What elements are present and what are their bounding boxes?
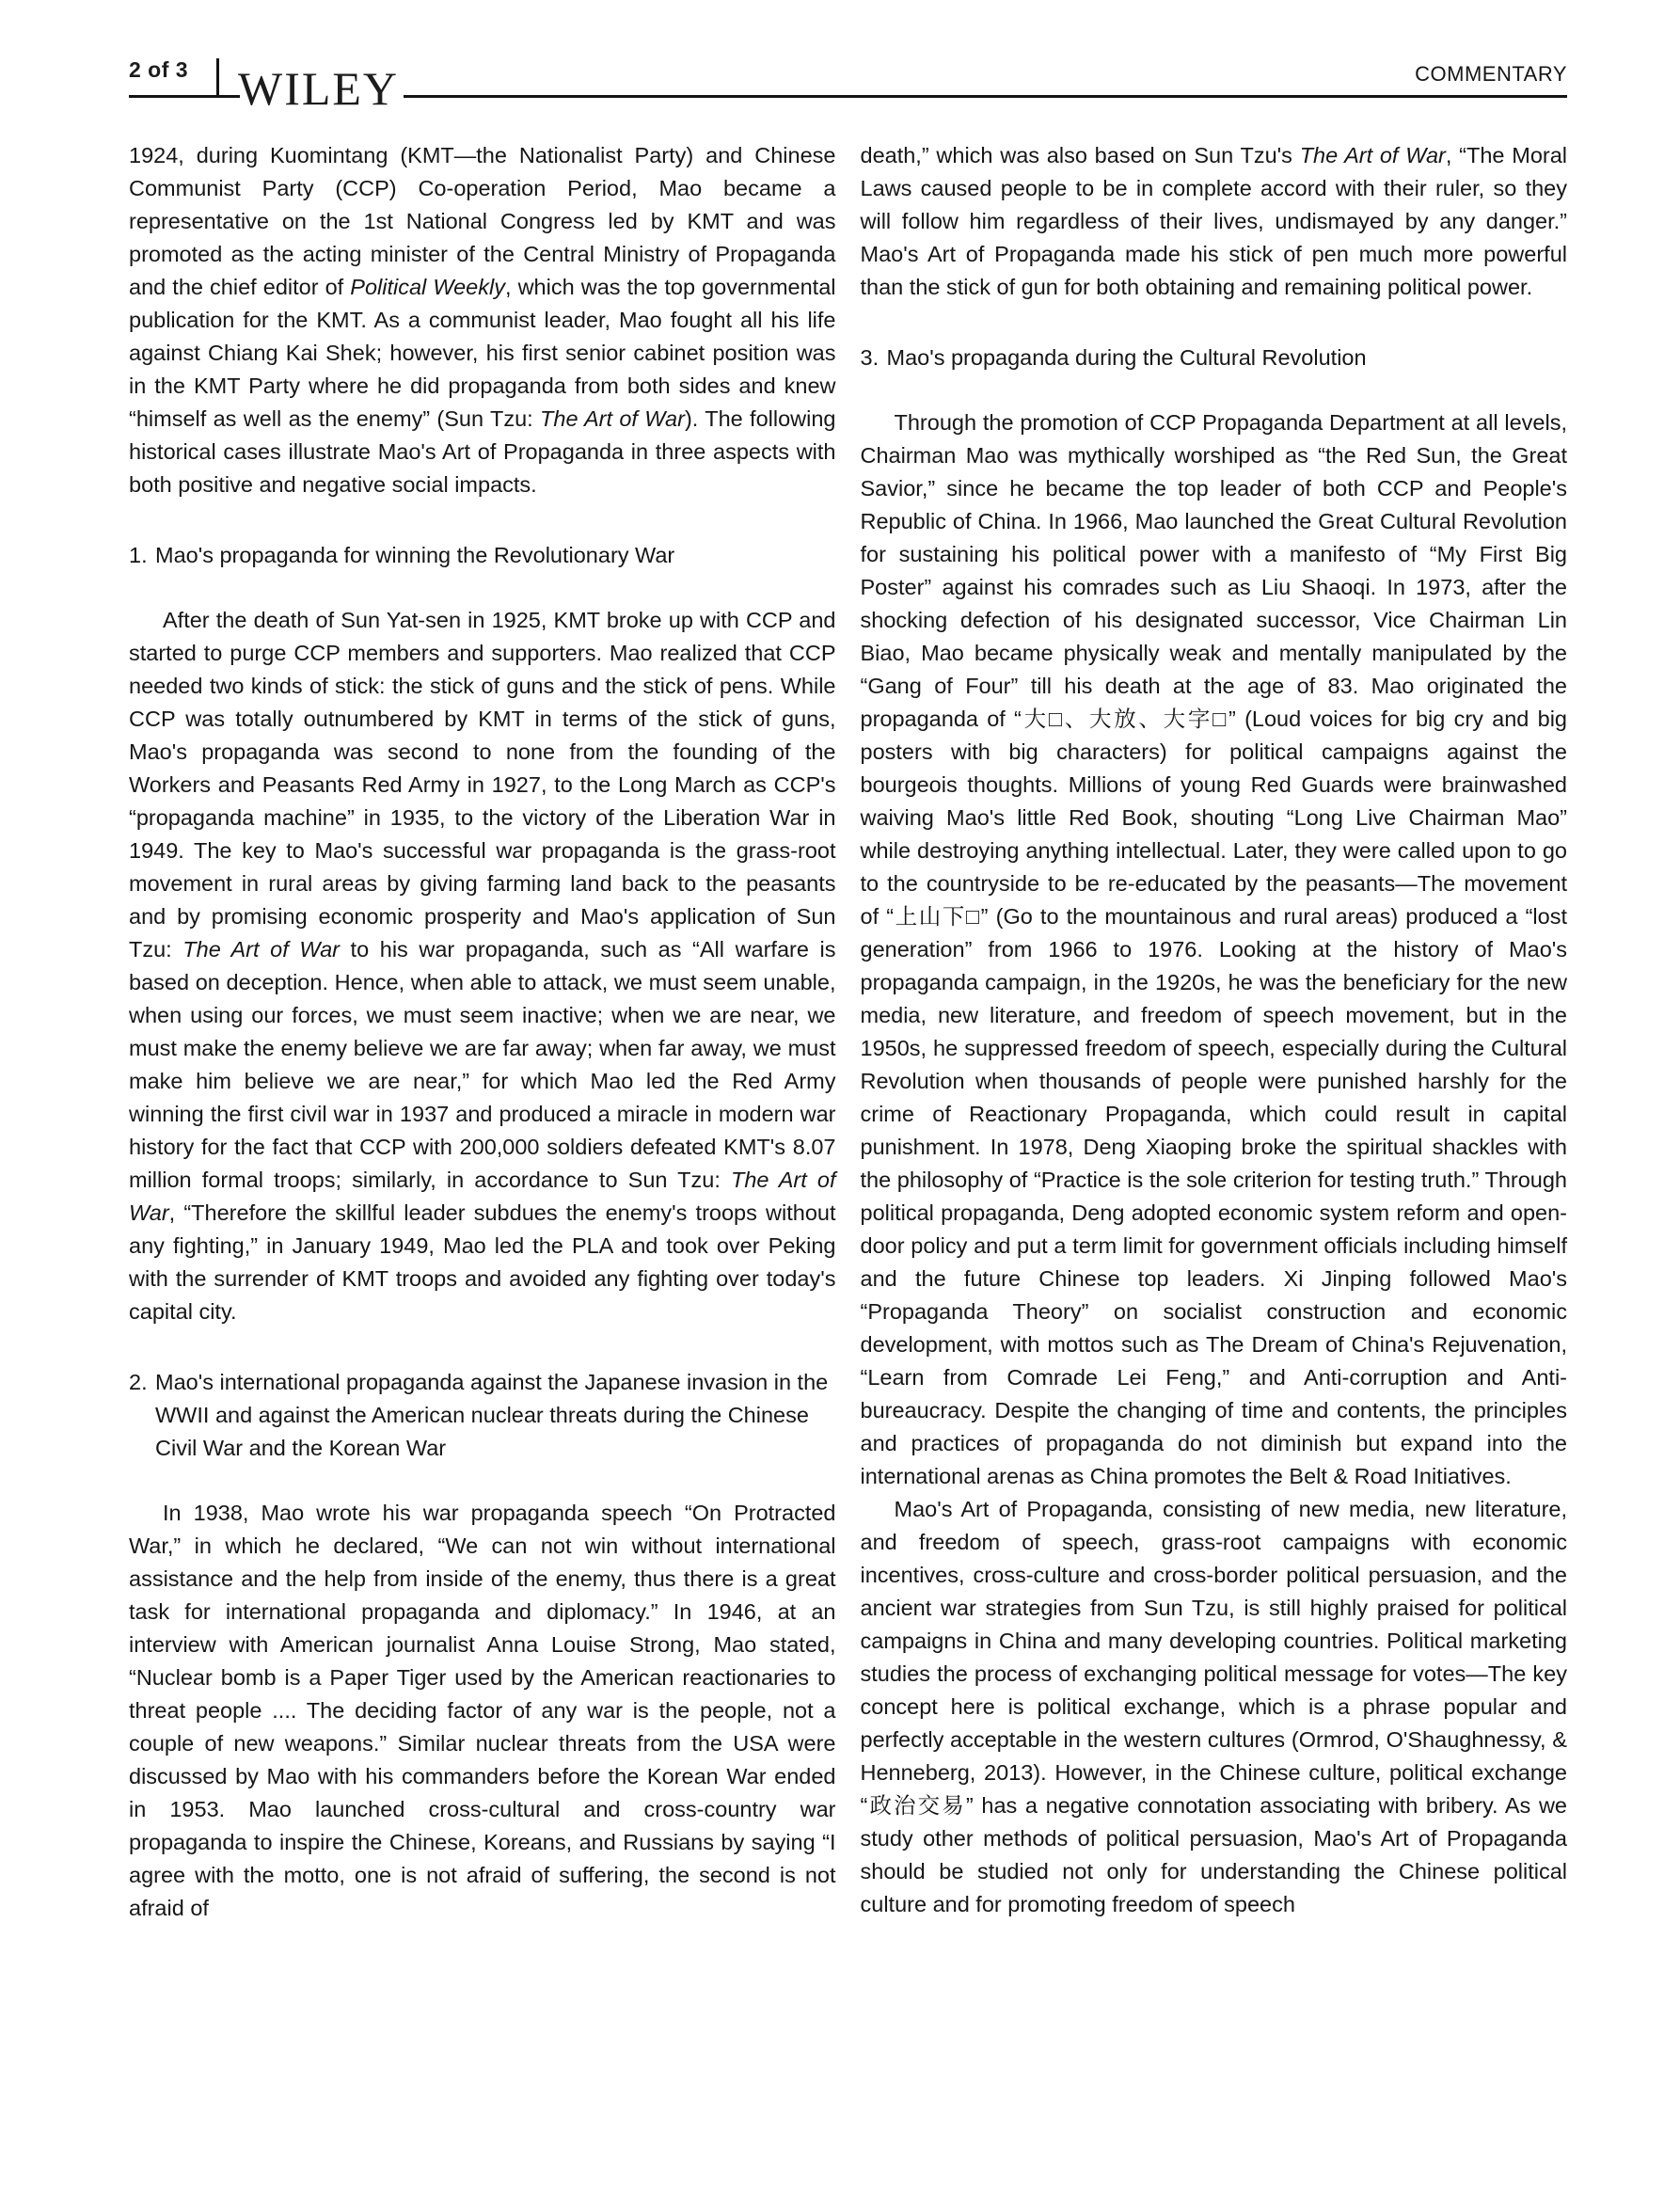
running-head: COMMENTARY xyxy=(1415,62,1567,86)
italic-text: The Art of War xyxy=(182,937,340,961)
text-run: death,” which was also based on Sun Tzu's xyxy=(860,143,1300,167)
header-divider xyxy=(216,58,219,98)
article-body xyxy=(129,139,1567,1925)
paragraph xyxy=(129,139,836,501)
page-number-label: 2 of 3 xyxy=(129,57,189,82)
text-run: In 1938, Mao wrote his war propaganda speech “On Protracted War,” in which he declared, “We can not win without international assistance and the help from inside of the enemy, thus there is a great task for international propaganda and diplomacy.” In 1946, at an interview with American journalist Anna Louise Strong, Mao stated, “Nuclear bomb is a Paper Tiger used by the American reactionaries to threat people .... The deciding factor of any war is the people, not a couple of new weapons.” Similar nuclear threats from the USA were discussed by Mao with his commanders before the Korean War ended in 1953. Mao launched cross-cultural and cross-country war propaganda to inspire the Chinese, Koreans, and Russians by saying “I agree with the motto, one is not afraid of suffering, the second is not afraid of xyxy=(129,1501,836,1920)
italic-text: The Art of War xyxy=(540,406,685,431)
text-run: , “The Moral Laws caused people to be in complete accord with their ruler, so they will follow him regardless of their lives, undismayed by any danger.” Mao's Art of Propaganda made his stick of pen much more powerful than the stick of gun for both obtaining and remaining political power. xyxy=(860,143,1568,299)
section-title: Mao's international propaganda against the Japanese invasion in the WWII and against the American nuclear threats during the Chinese Civil War and the Korean War xyxy=(155,1370,829,1460)
right-column xyxy=(861,139,1568,1925)
text-run: After the death of Sun Yat-sen in 1925, KMT broke up with CCP and started to purge CCP members and supporters. Mao realized that CCP needed two kinds of stick: the stick of guns and the stick of pens. While CCP was totally outnumbered by KMT in terms of the stick of guns, Mao's propaganda was second to none from the founding of the Workers and Peasants Red Army in 1927, to the Long March as CCP's “propaganda machine” in 1935, to the victory of the Liberation War in 1949. The key to Mao's successful war propaganda is the grass-root movement in rural areas by giving farming land back to the peasants and by promising economic prosperity and Mao's application of Sun Tzu: xyxy=(129,608,836,961)
text-run: Mao's Art of Propaganda, consisting of new media, new literature, and freedom of speech, grass-root campaigns with economic incentives, cross-culture and cross-border political persuasion, and the ancient war strategies from Sun Tzu, is still highly praised for political campaigns in China and many developing countries. Political marketing studies the process of exchanging political message for votes—The key concept here is political exchange, which is a phrase popular and perfectly acceptable in the western cultures (Ormrod, O'Shaughnessy, & Henneberg, 2013). However, in the Chinese culture, political exchange “政治交易” has a negative connotation associating with bribery. As we study other methods of political persuasion, Mao's Art of Propaganda should be studied not only for understanding the Chinese political culture and for promoting freedom of speech xyxy=(860,1497,1567,1916)
left-column xyxy=(129,139,836,1925)
section-title: Mao's propaganda for winning the Revolutionary War xyxy=(155,543,675,567)
section-heading xyxy=(129,1366,836,1465)
paragraph xyxy=(861,139,1568,304)
paragraph xyxy=(861,1493,1568,1921)
paragraph xyxy=(129,1497,836,1925)
text-run: Through the promotion of CCP Propaganda Department at all levels, Chairman Mao was mythically worshiped as “the Red Sun, the Great Savior,” since he became the top leader of both CCP and People's Republic of China. In 1966, Mao launched the Great Cultural Revolution for sustaining his political power with a manifesto of “My First Big Poster” against his comrades such as Liu Shaoqi. In 1973, after the shocking defection of his designated successor, Vice Chairman Lin Biao, Mao became physically weak and mentally manipulated by the “Gang of Four” till his death at the age of 83. Mao originated the propaganda of “大□、大放、大字□” (Loud voices for big cry and big posters with big characters) for political campaigns against the bourgeois thoughts. Millions of young Red Guards were brainwashed waiving Mao's little Red Book, shouting “Long Live Chairman Mao” while destroying anything intellectual. Later, they were called upon to go to the countryside to be re-educated by the peasants—The movement of “上山下□” (Go to the mountainous and rural areas) produced a “lost generation” from 1966 to 1976. Looking at the history of Mao's propaganda campaign, in the 1920s, he was the beneficiary for the new media, new literature, and freedom of speech movement, but in the 1950s, he suppressed freedom of speech, especially during the Cultural Revolution when thousands of people were punished harshly for the crime of Reactionary Propaganda, which could result in capital punishment. In 1978, Deng Xiaoping broke the spiritual shackles with the philosophy of “Practice is the sole criterion for testing truth.” Through political propaganda, Deng adopted economic system reform and open-door policy and put a term limit for government officials including himself and the future Chinese top leaders. Xi Jinping followed Mao's “Propaganda Theory” on socialist construction and economic development, with mottos such as The Dream of China's Rejuvenation, “Learn from Comrade Lei Feng,” and Anti-corruption and Anti-bureaucracy. Despite the changing of time and contents, the principles and practices of propaganda do not diminish but expand into the international arenas as China promotes the Belt & Road Initiatives. xyxy=(860,410,1567,1488)
wiley-logo: WILEY xyxy=(238,62,400,115)
header-rule xyxy=(404,95,1567,98)
text-run: , which was the top governmental publication for the KMT. As a communist leader, Mao fought all his life against Chiang Kai Shek; however, his first senior cabinet position was in the KMT Party where he did propaganda from both sides and knew “himself as well as the enemy” (Sun Tzu: xyxy=(129,275,836,431)
text-run: 1924, during Kuomintang (KMT—the Nationalist Party) and Chinese Communist Party (CCP) Co-operation Period, Mao became a representative on the 1st National Congress led by KMT and was promoted as the acting minister of the Central Ministry of Propaganda and the chief editor of xyxy=(129,143,836,299)
section-number: 1. xyxy=(129,543,148,567)
section-heading xyxy=(129,539,836,572)
paragraph xyxy=(129,604,836,1328)
header-underline xyxy=(129,95,240,98)
page-header xyxy=(129,0,1567,115)
italic-text: The Art of War xyxy=(129,1168,836,1225)
paragraph xyxy=(861,406,1568,1493)
text-run: to his war propaganda, such as “All warfare is based on deception. Hence, when able to attack, we must seem unable, when using our forces, we must seem inactive; when we are near, we must make the enemy believe we are far away; when far away, we must make him believe we are near,” for which Mao led the Red Army winning the first civil war in 1937 and produced a miracle in modern war history for the fact that CCP with 200,000 soldiers defeated KMT's 8.07 million formal troops; similarly, in accordance to Sun Tzu: xyxy=(129,937,836,1192)
italic-text: Political Weekly xyxy=(350,275,505,299)
section-heading xyxy=(861,342,1568,374)
section-number: 2. xyxy=(129,1370,148,1394)
section-number: 3. xyxy=(860,345,880,370)
section-title: Mao's propaganda during the Cultural Revolution xyxy=(886,345,1367,370)
text-run: , “Therefore the skillful leader subdues the enemy's troops without any fighting,” in January 1949, Mao led the PLA and took over Peking with the surrender of KMT troops and avoided any fighting over today's capital city. xyxy=(129,1200,836,1324)
italic-text: The Art of War xyxy=(1299,143,1446,167)
text-run: ). The following historical cases illustrate Mao's Art of Propaganda in three aspects with both positive and negative social impacts. xyxy=(129,406,836,497)
